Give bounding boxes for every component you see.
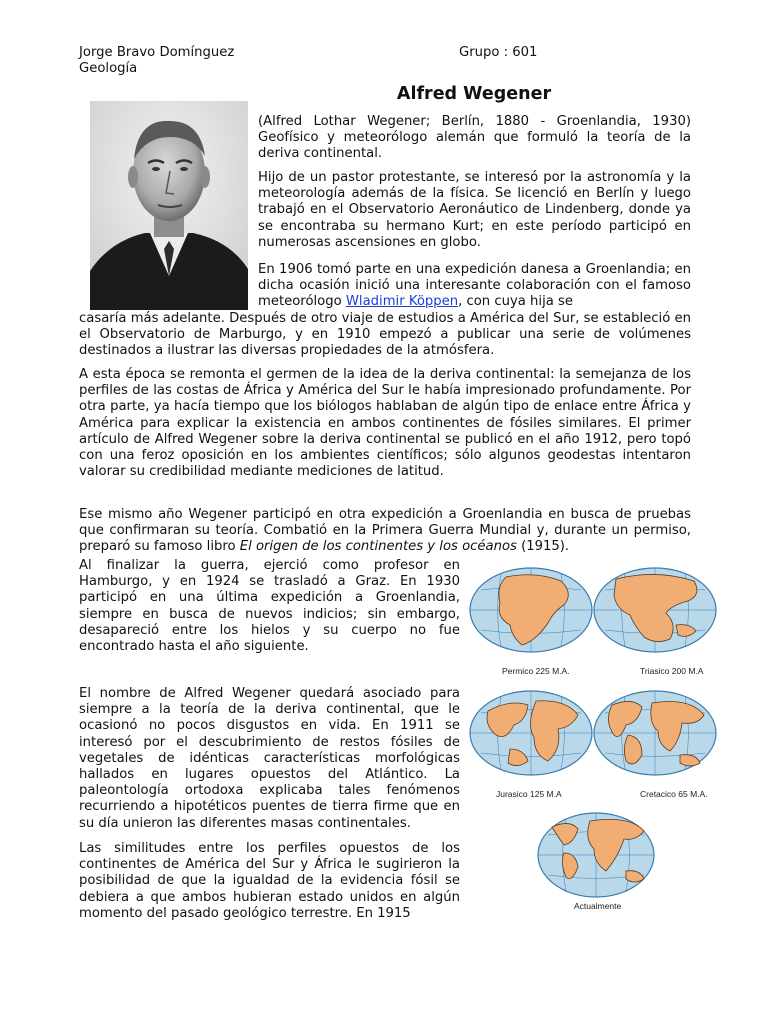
legacy-paragraph	[79, 686, 460, 832]
caption-actual: Actualmente	[574, 901, 622, 911]
map-cretacico	[594, 691, 716, 799]
paragraph-6: El nombre de Alfred Wegener quedará asociado para siempre a la teoría de la deriva continental, que le ocasionó no pocos disgustos en vida. En 1911 se interesó por el descubrimiento de restos fósiles de vegetales de idénticas características morfológicas hallados en lugares opuestos del Atlántico. La paleontología ortodoxa explicaba tales fenómenos recurriendo a hipotéticos puentes de tierra firme que en su día unieron las diferentes masas continentales.	[79, 686, 460, 831]
koppen-link[interactable]: Wladimir Köppen	[345, 294, 459, 310]
paragraph-1: (Alfred Lothar Wegener; Berlín, 1880 - Groenlandia, 1930) Geofísico y meteorólogo alemán que formuló la teoría de la deriva continental.	[258, 114, 691, 162]
map-permico	[470, 568, 592, 676]
paragraph-4: A esta época se remonta el germen de la idea de la deriva continental: la semejanza de los perfiles de las costas de África y América del Sur le había impresionado profundamente. Por otra parte, ya hacía tiempo que los biólogos hablaban de algún tipo de enlace entre África y América para explicar la existencia en ambos continentes de fósiles similares. El primer artículo de Alfred Wegener sobre la deriva continental se publicó en el año 1912, pero topó con una feroz oposición en los ambientes científicos; sólo algunos geodestas intentaron valorar su credibilidad mediante mediciones de latitud.	[79, 367, 691, 480]
similarities-paragraph	[79, 841, 460, 922]
map-jurasico	[470, 691, 592, 799]
continental-drift-maps	[466, 565, 720, 920]
paragraph-2: Hijo de un pastor protestante, se interesó por la astronomía y la meteorología además de la física. Se licenció en Berlín y luego trabajó en el Observatorio Aeronáutico de Lindenberg, donde ya se encontraba su hermano Kurt; en este período participó en numerosas ascensiones en globo.	[258, 170, 691, 250]
war-paragraph-bottom	[79, 558, 460, 655]
author-name: Jorge Bravo Domínguez	[79, 45, 235, 60]
paragraph-5-part-b: (1915).	[516, 539, 570, 555]
paragraph-3-part-b: , con cuya hija se	[458, 294, 573, 310]
biography-paragraph	[258, 170, 691, 251]
page-title: Alfred Wegener	[396, 84, 552, 104]
continental-drift-paragraph	[79, 367, 691, 480]
caption-permico: Permico 225 M.A.	[502, 666, 570, 676]
paragraph-3-part-c: casaría más adelante. Después de otro viaje de estudios a América del Sur, se estableció en el Observatorio de Marburgo, y en 1910 empezó a publicar una serie de volúmenes destinados a ilustrar las diversas propiedades de la atmósfera.	[79, 311, 691, 359]
portrait-photo	[90, 101, 248, 310]
caption-jurasico: Jurasico 125 M.A	[496, 789, 562, 799]
paragraph-7: Las similitudes entre los perfiles opuestos de los continentes de América del Sur y África le sugirieron la posibilidad de que la igualdad de la evidencia fósil se debiera a que ambos hubieran estado unidos en algún momento del pasado geológico terrestre. En 1915	[79, 841, 460, 921]
paragraph-5-part-a: Ese mismo año Wegener participó en otra expedición a Groenlandia en busca de pruebas que confirmaran su teoría. Combatió en la Primera Guerra Mundial y, durante un permiso, preparó su famoso libro	[79, 507, 691, 555]
paragraph-5-part-c: Al finalizar la guerra, ejerció como profesor en Hamburgo, y en 1924 se trasladó a Graz. En 1930 participó en una última expedición a Groenlandia, siempre en busca de nuevos indicios; sin embargo, desapareció entre los hielos y su cuerpo no fue encontrado hasta el año siguiente.	[79, 558, 460, 655]
document-header	[79, 45, 691, 77]
caption-cretacico: Cretacico 65 M.A.	[640, 789, 708, 799]
expedition-paragraph-bottom	[79, 311, 691, 360]
map-triasico	[594, 568, 716, 676]
book-title: El origen de los continentes y los océanos	[239, 539, 517, 555]
subject-label: Geología	[79, 61, 138, 77]
expedition-paragraph-top	[258, 262, 691, 311]
caption-triasico: Triasico 200 M.A	[640, 666, 704, 676]
map-actual	[538, 813, 654, 911]
intro-paragraph	[258, 114, 691, 163]
war-paragraph-top	[79, 507, 691, 556]
group-label: Grupo : 601	[459, 45, 538, 60]
paragraph-3-part-a: En 1906 tomó parte en una expedición danesa a Groenlandia; en dicha ocasión inició una interesante colaboración con el famoso meteorólogo	[258, 262, 691, 310]
